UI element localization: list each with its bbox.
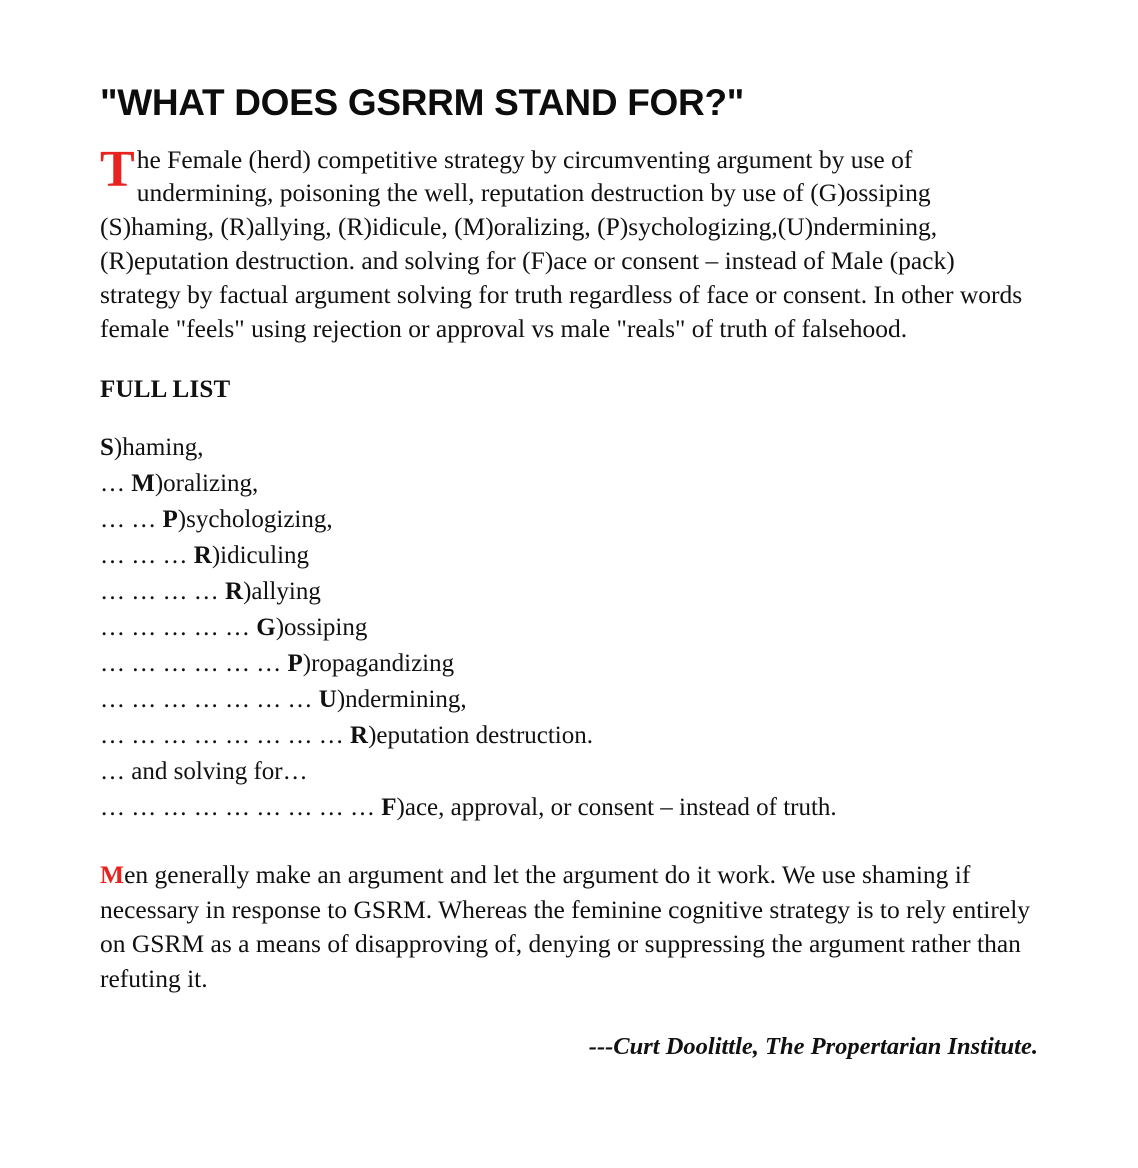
attribution: ---Curt Doolittle, The Propertarian Institute. bbox=[588, 1032, 1038, 1060]
closing-text: en generally make an argument and let the argument do it work. We use shaming if necessary in response to GSRM. Whereas the feminine cognitive strategy is to rely entirely on GSRM as a means of disapproving of, denying or suppressing the argument rather than refuting it. bbox=[100, 859, 1031, 993]
list-item-letter: G bbox=[256, 613, 276, 641]
list-item-rest: )ndermining, bbox=[336, 685, 467, 713]
list-item-prefix: … … bbox=[100, 505, 163, 533]
list-item bbox=[100, 574, 1040, 610]
intro-paragraph bbox=[100, 140, 1040, 346]
gsrrm-list bbox=[100, 430, 1040, 826]
list-item-rest: )ropagandizing bbox=[302, 649, 455, 677]
list-item bbox=[100, 430, 1040, 466]
list-item-prefix: … and solving for… bbox=[100, 757, 308, 785]
list-item bbox=[100, 466, 1040, 502]
list-item-letter: U bbox=[318, 685, 337, 713]
list-item-rest: )oralizing, bbox=[154, 469, 259, 497]
list-item bbox=[100, 538, 1040, 574]
list-item bbox=[100, 682, 1040, 718]
list-item-letter: P bbox=[162, 505, 178, 533]
list-item-rest: )eputation destruction. bbox=[368, 721, 594, 749]
list-item bbox=[100, 502, 1040, 538]
list-item-rest: )ossiping bbox=[275, 613, 368, 641]
list-item bbox=[100, 646, 1040, 682]
list-item-letter: R bbox=[225, 577, 244, 605]
page-title: "WHAT DOES GSRRM STAND FOR?" bbox=[100, 82, 744, 123]
list-item-letter: R bbox=[350, 721, 369, 749]
list-item-prefix: … … … … … … bbox=[100, 649, 288, 677]
list-item-letter: F bbox=[381, 793, 397, 821]
list-item-prefix: … … … … … … … … … bbox=[100, 793, 382, 821]
closing-cap-letter: M bbox=[100, 859, 125, 889]
list-item bbox=[100, 610, 1040, 646]
list-item-letter: P bbox=[287, 649, 303, 677]
list-item-prefix: … … … … bbox=[100, 577, 225, 605]
list-item-letter: S bbox=[100, 433, 114, 461]
list-item-rest: )sychologizing, bbox=[177, 505, 333, 533]
list-item-rest: )allying bbox=[243, 577, 321, 605]
drop-cap-letter: T bbox=[100, 140, 135, 198]
section-heading-full-list: FULL LIST bbox=[100, 375, 231, 403]
list-item-rest: )idiculing bbox=[211, 541, 310, 569]
list-item-prefix: … … … … … bbox=[100, 613, 257, 641]
list-item-prefix: … … … bbox=[100, 541, 194, 569]
document-body bbox=[100, 82, 1040, 1061]
list-item-prefix: … bbox=[100, 469, 132, 497]
list-item-letter: M bbox=[131, 469, 155, 497]
list-item-rest: )haming, bbox=[113, 433, 204, 461]
list-item-prefix: … … … … … … … … bbox=[100, 721, 350, 749]
list-item bbox=[100, 790, 1040, 826]
list-item-letter: R bbox=[193, 541, 212, 569]
list-item bbox=[100, 718, 1040, 754]
closing-paragraph bbox=[100, 858, 1040, 997]
list-item-prefix: … … … … … … … bbox=[100, 685, 319, 713]
list-item-rest: )ace, approval, or consent – instead of truth. bbox=[396, 793, 837, 821]
intro-text: he Female (herd) competitive strategy by circumventing argument by use of undermining, poisoning the well, reputation destruction by use of (G)ossiping (S)haming, (R)allying, (R)idicule, (M)oralizing, (P)sychologizing,(U)ndermining, (R)eputation destruction. and solving for (F)ace or consent – instead of Male (pack) strategy by factual argument solving for truth regardless of face or consent. In other words female "feels" using rejection or approval vs male "reals" of truth of falsehood. bbox=[100, 144, 1023, 344]
list-item bbox=[100, 754, 1040, 790]
